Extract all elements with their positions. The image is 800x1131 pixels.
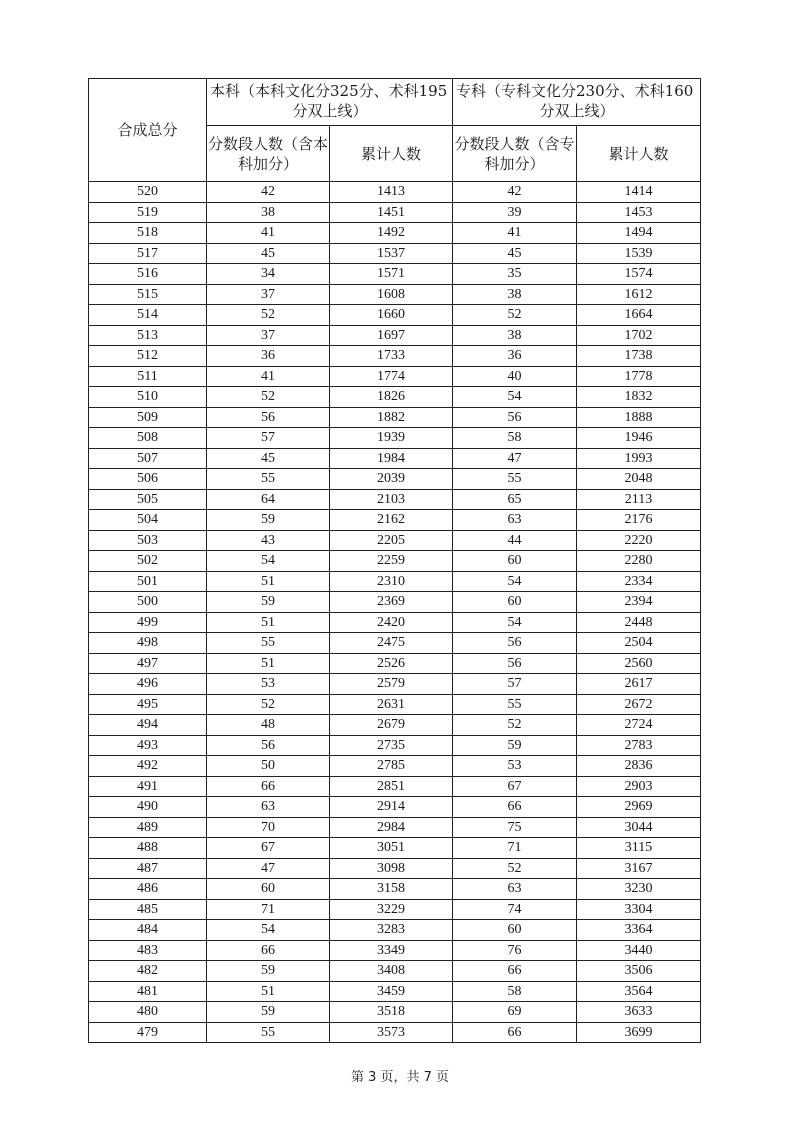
vocational-cumulative-cell: 1702 [577,325,701,346]
total-score-cell: 512 [89,346,207,367]
total-score-cell: 491 [89,776,207,797]
vocational-count-cell: 56 [453,407,577,428]
undergraduate-count-cell: 67 [207,838,330,859]
undergraduate-count-cell: 56 [207,407,330,428]
table-row [89,448,701,469]
vocational-cumulative-cell: 2394 [577,592,701,613]
undergraduate-count-cell: 53 [207,674,330,695]
table-row [89,407,701,428]
undergraduate-cumulative-cell: 2631 [330,694,453,715]
table-row [89,243,701,264]
total-score-cell: 481 [89,981,207,1002]
table-row [89,694,701,715]
vocational-count-cell: 60 [453,551,577,572]
table-row [89,1002,701,1023]
undergraduate-cumulative-cell: 2205 [330,530,453,551]
table-row [89,305,701,326]
vocational-count-header: 分数段人数（含专科加分） [453,126,577,182]
undergraduate-cumulative-cell: 1826 [330,387,453,408]
undergraduate-count-cell: 36 [207,346,330,367]
vocational-cumulative-cell: 3633 [577,1002,701,1023]
table-row [89,530,701,551]
table-row [89,715,701,736]
table-header [89,79,701,182]
total-score-cell: 499 [89,612,207,633]
total-score-cell: 519 [89,202,207,223]
total-score-cell: 513 [89,325,207,346]
undergraduate-cumulative-cell: 1413 [330,182,453,203]
undergraduate-cumulative-cell: 1537 [330,243,453,264]
vocational-cumulative-cell: 3230 [577,879,701,900]
total-score-cell: 490 [89,797,207,818]
undergraduate-count-cell: 55 [207,1022,330,1043]
vocational-count-cell: 53 [453,756,577,777]
table-row [89,940,701,961]
undergraduate-cumulative-cell: 2851 [330,776,453,797]
table-row [89,817,701,838]
undergraduate-cumulative-cell: 1774 [330,366,453,387]
total-score-cell: 498 [89,633,207,654]
undergraduate-cumulative-cell: 2369 [330,592,453,613]
total-score-cell: 509 [89,407,207,428]
table-row [89,284,701,305]
vocational-count-cell: 39 [453,202,577,223]
undergraduate-cumulative-cell: 3229 [330,899,453,920]
undergraduate-count-cell: 70 [207,817,330,838]
vocational-cumulative-cell: 2448 [577,612,701,633]
vocational-cumulative-cell: 2617 [577,674,701,695]
vocational-cumulative-cell: 2783 [577,735,701,756]
vocational-cumulative-cell: 3115 [577,838,701,859]
undergraduate-cumulative-cell: 2914 [330,797,453,818]
vocational-cumulative-cell: 2969 [577,797,701,818]
vocational-count-cell: 56 [453,633,577,654]
vocational-count-cell: 36 [453,346,577,367]
undergraduate-count-cell: 51 [207,981,330,1002]
undergraduate-cumulative-cell: 2679 [330,715,453,736]
undergraduate-count-cell: 66 [207,776,330,797]
vocational-count-cell: 44 [453,530,577,551]
undergraduate-cumulative-cell: 2579 [330,674,453,695]
undergraduate-count-cell: 38 [207,202,330,223]
vocational-header-line2: 分双上线） [539,102,615,120]
undergraduate-count-cell: 71 [207,899,330,920]
vocational-count-cell: 54 [453,387,577,408]
total-score-cell: 504 [89,510,207,531]
vocational-count-cell: 69 [453,1002,577,1023]
undergraduate-count-cell: 45 [207,448,330,469]
undergraduate-cumulative-cell: 1660 [330,305,453,326]
total-score-cell: 500 [89,592,207,613]
vocational-cumulative-cell: 2334 [577,571,701,592]
table-row [89,387,701,408]
total-score-header: 合成总分 [89,79,207,182]
vocational-count-cell: 74 [453,899,577,920]
undergraduate-cumulative-cell: 3098 [330,858,453,879]
vocational-cumulative-cell: 3564 [577,981,701,1002]
undergraduate-count-cell: 56 [207,735,330,756]
undergraduate-count-cell: 59 [207,1002,330,1023]
total-score-cell: 487 [89,858,207,879]
vocational-cumulative-cell: 3364 [577,920,701,941]
undergraduate-cumulative-cell: 3051 [330,838,453,859]
vocational-count-cell: 66 [453,961,577,982]
table-row [89,346,701,367]
vocational-count-cell: 55 [453,694,577,715]
undergraduate-cumulative-cell: 2475 [330,633,453,654]
vocational-cumulative-cell: 3044 [577,817,701,838]
vocational-cumulative-cell: 2903 [577,776,701,797]
vocational-cumulative-cell: 2836 [577,756,701,777]
total-score-cell: 510 [89,387,207,408]
vocational-count-cell: 52 [453,305,577,326]
table-row [89,961,701,982]
undergraduate-cumulative-cell: 3158 [330,879,453,900]
table-row [89,202,701,223]
vocational-count-cell: 54 [453,571,577,592]
vocational-cumulative-cell: 2672 [577,694,701,715]
total-score-cell: 511 [89,366,207,387]
undergraduate-cumulative-cell: 1492 [330,223,453,244]
total-score-cell: 493 [89,735,207,756]
undergraduate-count-cell: 55 [207,633,330,654]
undergraduate-cumulative-cell: 3573 [330,1022,453,1043]
undergraduate-cumulative-cell: 2984 [330,817,453,838]
total-score-cell: 488 [89,838,207,859]
undergraduate-count-cell: 59 [207,961,330,982]
total-score-cell: 501 [89,571,207,592]
table-row [89,592,701,613]
score-distribution-table [88,78,701,1043]
vocational-header-line1: 专科（专科文化分230分、术科160 [456,82,694,100]
undergraduate-count-cell: 59 [207,592,330,613]
vocational-cumulative-cell: 3440 [577,940,701,961]
vocational-cumulative-cell: 1888 [577,407,701,428]
undergraduate-cumulative-cell: 2039 [330,469,453,490]
table-row [89,264,701,285]
vocational-cumulative-cell: 1664 [577,305,701,326]
vocational-cumulative-cell: 2220 [577,530,701,551]
undergraduate-cumulative-header: 累计人数 [330,126,453,182]
total-score-cell: 497 [89,653,207,674]
vocational-cumulative-cell: 1414 [577,182,701,203]
total-score-cell: 492 [89,756,207,777]
vocational-count-cell: 54 [453,612,577,633]
undergraduate-count-cell: 55 [207,469,330,490]
undergraduate-header-line2: 分双上线） [292,102,368,120]
total-score-cell: 516 [89,264,207,285]
undergraduate-count-cell: 59 [207,510,330,531]
undergraduate-count-cell: 34 [207,264,330,285]
page-footer: 第 3 页，共 7 页 [350,1070,450,1085]
table-row [89,510,701,531]
undergraduate-count-cell: 51 [207,653,330,674]
vocational-count-cell: 63 [453,510,577,531]
total-score-cell: 517 [89,243,207,264]
vocational-cumulative-cell: 1832 [577,387,701,408]
total-score-cell: 486 [89,879,207,900]
vocational-count-cell: 55 [453,469,577,490]
vocational-count-cell: 71 [453,838,577,859]
vocational-count-cell: 76 [453,940,577,961]
undergraduate-count-cell: 52 [207,387,330,408]
undergraduate-cumulative-cell: 2310 [330,571,453,592]
table-row [89,182,701,203]
vocational-count-cell: 52 [453,715,577,736]
vocational-cumulative-header: 累计人数 [577,126,701,182]
undergraduate-count-cell: 63 [207,797,330,818]
undergraduate-cumulative-cell: 2735 [330,735,453,756]
vocational-cumulative-cell: 1494 [577,223,701,244]
vocational-count-cell: 58 [453,428,577,449]
undergraduate-cumulative-cell: 3283 [330,920,453,941]
total-score-cell: 508 [89,428,207,449]
table-row [89,776,701,797]
vocational-count-cell: 57 [453,674,577,695]
table-row [89,633,701,654]
total-score-cell: 505 [89,489,207,510]
undergraduate-cumulative-cell: 1984 [330,448,453,469]
table-row [89,858,701,879]
total-score-cell: 489 [89,817,207,838]
undergraduate-count-cell: 37 [207,284,330,305]
vocational-cumulative-cell: 1539 [577,243,701,264]
table-row [89,838,701,859]
undergraduate-cumulative-cell: 2162 [330,510,453,531]
score-table-container [88,78,700,1043]
vocational-count-cell: 38 [453,325,577,346]
vocational-cumulative-cell: 3506 [577,961,701,982]
undergraduate-cumulative-cell: 3408 [330,961,453,982]
vocational-group-header [453,79,701,126]
vocational-count-cell: 58 [453,981,577,1002]
vocational-count-cell: 65 [453,489,577,510]
total-score-cell: 506 [89,469,207,490]
vocational-cumulative-cell: 2048 [577,469,701,490]
undergraduate-cumulative-cell: 2103 [330,489,453,510]
vocational-count-cell: 56 [453,653,577,674]
vocational-count-cell: 75 [453,817,577,838]
vocational-cumulative-cell: 2560 [577,653,701,674]
undergraduate-cumulative-cell: 3349 [330,940,453,961]
vocational-count-cell: 59 [453,735,577,756]
undergraduate-count-header: 分数段人数（含本科加分） [207,126,330,182]
vocational-cumulative-cell: 1778 [577,366,701,387]
undergraduate-cumulative-cell: 1733 [330,346,453,367]
total-score-cell: 502 [89,551,207,572]
undergraduate-count-cell: 37 [207,325,330,346]
undergraduate-cumulative-cell: 2785 [330,756,453,777]
table-row [89,879,701,900]
undergraduate-count-cell: 54 [207,920,330,941]
total-score-cell: 480 [89,1002,207,1023]
vocational-cumulative-cell: 1612 [577,284,701,305]
undergraduate-count-cell: 57 [207,428,330,449]
total-score-cell: 496 [89,674,207,695]
table-row [89,653,701,674]
vocational-count-cell: 67 [453,776,577,797]
table-row [89,981,701,1002]
table-row [89,366,701,387]
table-row [89,428,701,449]
table-row [89,797,701,818]
undergraduate-cumulative-cell: 1608 [330,284,453,305]
total-score-cell: 484 [89,920,207,941]
vocational-cumulative-cell: 2280 [577,551,701,572]
total-score-cell: 479 [89,1022,207,1043]
table-row [89,489,701,510]
undergraduate-cumulative-cell: 3459 [330,981,453,1002]
vocational-count-cell: 52 [453,858,577,879]
vocational-cumulative-cell: 2176 [577,510,701,531]
vocational-count-cell: 38 [453,284,577,305]
table-row [89,735,701,756]
total-score-cell: 485 [89,899,207,920]
total-score-cell: 518 [89,223,207,244]
vocational-count-cell: 47 [453,448,577,469]
total-score-cell: 483 [89,940,207,961]
undergraduate-cumulative-cell: 1571 [330,264,453,285]
total-score-cell: 495 [89,694,207,715]
vocational-cumulative-cell: 2113 [577,489,701,510]
undergraduate-cumulative-cell: 1451 [330,202,453,223]
vocational-count-cell: 41 [453,223,577,244]
undergraduate-count-cell: 50 [207,756,330,777]
undergraduate-count-cell: 52 [207,694,330,715]
table-row [89,551,701,572]
undergraduate-count-cell: 64 [207,489,330,510]
vocational-cumulative-cell: 1993 [577,448,701,469]
total-score-cell: 494 [89,715,207,736]
undergraduate-cumulative-cell: 1939 [330,428,453,449]
undergraduate-cumulative-cell: 3518 [330,1002,453,1023]
vocational-cumulative-cell: 2504 [577,633,701,654]
undergraduate-cumulative-cell: 1697 [330,325,453,346]
total-score-cell: 514 [89,305,207,326]
vocational-count-cell: 60 [453,920,577,941]
undergraduate-count-cell: 48 [207,715,330,736]
vocational-count-cell: 63 [453,879,577,900]
total-score-cell: 520 [89,182,207,203]
total-score-cell: 507 [89,448,207,469]
table-row [89,571,701,592]
vocational-cumulative-cell: 3167 [577,858,701,879]
vocational-cumulative-cell: 3699 [577,1022,701,1043]
undergraduate-cumulative-cell: 2420 [330,612,453,633]
undergraduate-count-cell: 43 [207,530,330,551]
vocational-cumulative-cell: 2724 [577,715,701,736]
vocational-count-cell: 60 [453,592,577,613]
vocational-count-cell: 66 [453,1022,577,1043]
vocational-count-cell: 35 [453,264,577,285]
undergraduate-group-header [207,79,453,126]
undergraduate-count-cell: 52 [207,305,330,326]
undergraduate-cumulative-cell: 2526 [330,653,453,674]
undergraduate-count-cell: 41 [207,366,330,387]
vocational-cumulative-cell: 1946 [577,428,701,449]
undergraduate-count-cell: 60 [207,879,330,900]
table-row [89,899,701,920]
vocational-count-cell: 45 [453,243,577,264]
table-row [89,1022,701,1043]
undergraduate-cumulative-cell: 2259 [330,551,453,572]
undergraduate-count-cell: 45 [207,243,330,264]
table-row [89,756,701,777]
undergraduate-count-cell: 54 [207,551,330,572]
total-score-cell: 482 [89,961,207,982]
undergraduate-header-line1: 本科（本科文化分325分、术科195 [210,82,448,100]
vocational-cumulative-cell: 1574 [577,264,701,285]
vocational-cumulative-cell: 3304 [577,899,701,920]
table-row [89,612,701,633]
undergraduate-count-cell: 42 [207,182,330,203]
vocational-count-cell: 40 [453,366,577,387]
table-row [89,674,701,695]
vocational-count-cell: 42 [453,182,577,203]
undergraduate-count-cell: 41 [207,223,330,244]
undergraduate-cumulative-cell: 1882 [330,407,453,428]
total-score-cell: 503 [89,530,207,551]
table-row [89,223,701,244]
undergraduate-count-cell: 51 [207,612,330,633]
vocational-count-cell: 66 [453,797,577,818]
undergraduate-count-cell: 66 [207,940,330,961]
table-row [89,325,701,346]
table-row [89,920,701,941]
vocational-cumulative-cell: 1738 [577,346,701,367]
undergraduate-count-cell: 51 [207,571,330,592]
table-row [89,469,701,490]
total-score-cell: 515 [89,284,207,305]
table-body [89,182,701,1043]
vocational-cumulative-cell: 1453 [577,202,701,223]
undergraduate-count-cell: 47 [207,858,330,879]
